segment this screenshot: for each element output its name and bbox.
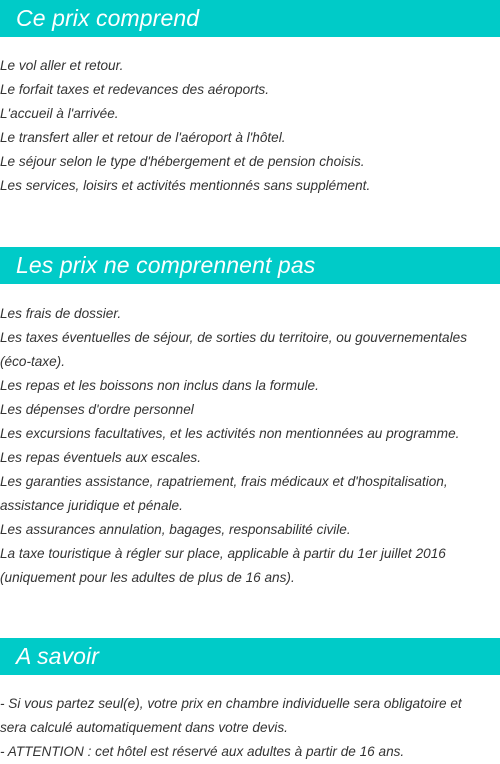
list-item: L'accueil à l'arrivée.: [0, 106, 119, 121]
list-item: Les frais de dossier.: [0, 306, 122, 321]
list-item: Les repas et les boissons non inclus dans la formule.: [0, 378, 319, 393]
list-item: Le séjour selon le type d'hébergement et de pension choisis.: [0, 154, 365, 169]
list-item: La taxe touristique à régler sur place, applicable à partir du 1er juillet 2016: [0, 546, 446, 561]
list-item: assistance juridique et pénale.: [0, 498, 183, 513]
list-item: Les garanties assistance, rapatriement, frais médicaux et d'hospitalisation,: [0, 474, 448, 489]
section-price-excludes: [0, 247, 500, 590]
section-good-to-know: [0, 638, 500, 764]
section-header: [0, 638, 500, 675]
section-title: A savoir: [16, 643, 100, 669]
list-item: Les dépenses d'ordre personnel: [0, 402, 194, 417]
list-item: Les services, loisirs et activités mentionnés sans supplément.: [0, 178, 371, 193]
list-item: (uniquement pour les adultes de plus de 16 ans).: [0, 570, 295, 585]
list-item: Les taxes éventuelles de séjour, de sorties du territoire, ou gouvernementales: [0, 330, 467, 345]
list-item: - ATTENTION : cet hôtel est réservé aux adultes à partir de 16 ans.: [0, 744, 405, 759]
list-item: Le vol aller et retour.: [0, 58, 124, 73]
section-price-includes: [0, 0, 500, 198]
list-item: Les excursions facultatives, et les activités non mentionnées au programme.: [0, 426, 460, 441]
list-item: Les assurances annulation, bagages, responsabilité civile.: [0, 522, 351, 537]
section-body: [0, 54, 500, 198]
section-body: [0, 302, 500, 590]
section-header: [0, 247, 500, 284]
list-item: Le forfait taxes et redevances des aéroports.: [0, 82, 270, 97]
section-header: [0, 0, 500, 37]
section-body: [0, 692, 500, 764]
list-item: sera calculé automatiquement dans votre devis.: [0, 720, 288, 735]
section-title: Les prix ne comprennent pas: [16, 252, 316, 278]
list-item: Les repas éventuels aux escales.: [0, 450, 202, 465]
list-item: - Si vous partez seul(e), votre prix en chambre individuelle sera obligatoire et: [0, 696, 462, 711]
list-item: (éco-taxe).: [0, 354, 65, 369]
section-title: Ce prix comprend: [16, 5, 200, 31]
list-item: Le transfert aller et retour de l'aéroport à l'hôtel.: [0, 130, 286, 145]
